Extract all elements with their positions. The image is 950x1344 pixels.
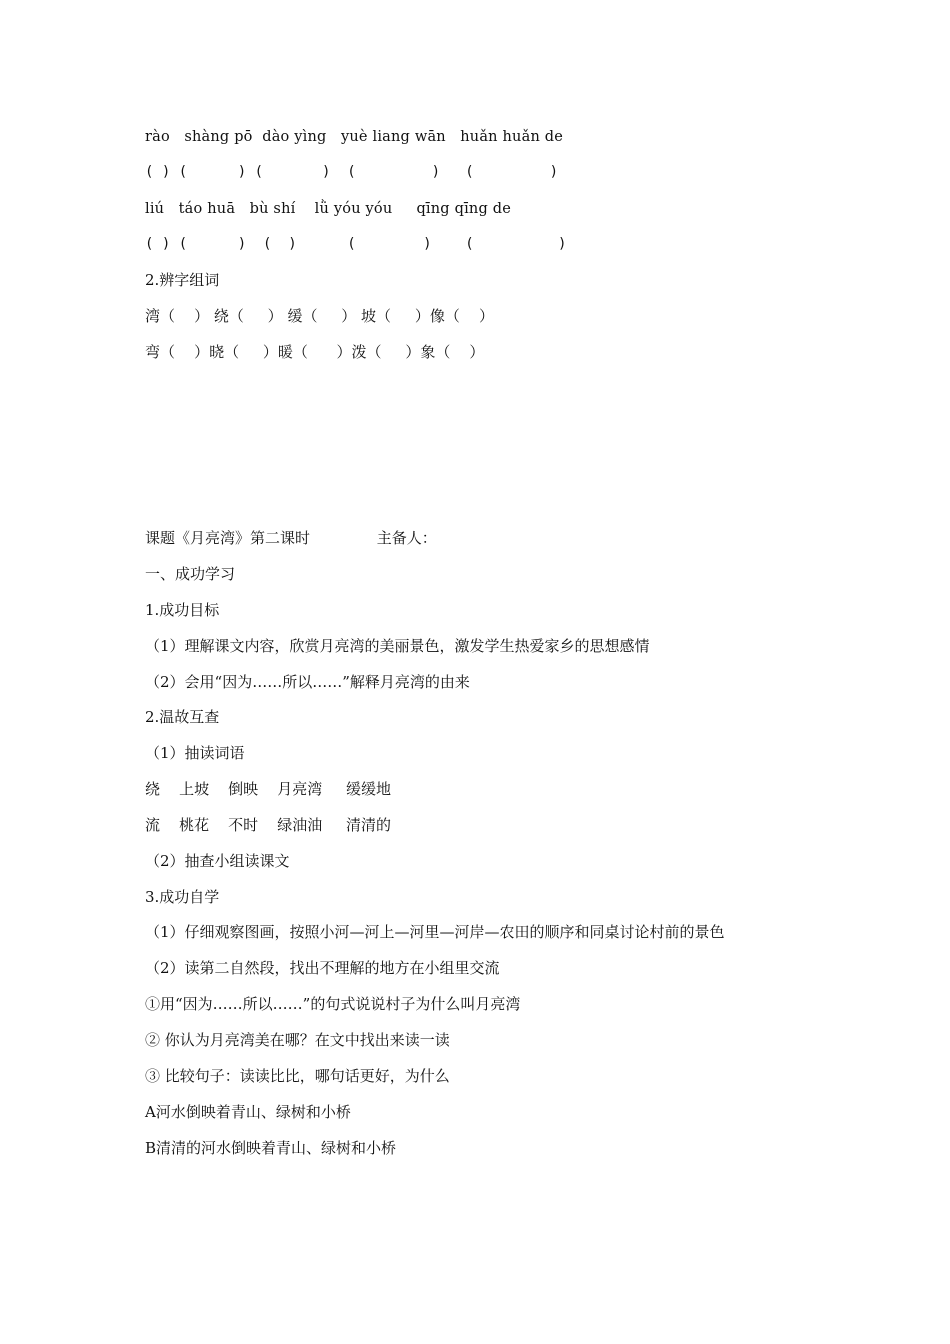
text-line: （1）抽读词语	[145, 744, 245, 762]
sentence-option-b: B清清的河水倒映着青山、绿树和小桥	[145, 1139, 397, 1157]
text-line: 1.成功目标	[145, 601, 220, 619]
text-line: （1）理解课文内容，欣赏月亮湾的美丽景色，激发学生热爱家乡的思想感情	[145, 637, 650, 655]
question-item: ③ 比较句子：读读比比，哪句话更好，为什么	[145, 1067, 450, 1085]
lesson-title: 课题《月亮湾》第二课时 主备人：	[145, 529, 437, 547]
text-line: （2）会用“因为……所以……”解释月亮湾的由来	[145, 673, 470, 691]
answer-blanks-row-2: ( ) ( ) ( ) ( ) ( )	[145, 236, 567, 252]
word-group-row-2: 弯（ ）晓（ ）暖（ ）泼（ ）象（ ）	[145, 343, 485, 361]
vocabulary-row-1: 绕 上坡 倒映 月亮湾 缓缓地	[145, 780, 392, 798]
pinyin-row-1: rào shàng pō dào yìng yuè liang wān huǎn huǎn de	[145, 129, 564, 145]
text-line: （2）抽查小组读课文	[145, 852, 290, 870]
vocabulary-row-2: 流 桃花 不时 绿油油 清清的	[145, 816, 392, 834]
question-item: ② 你认为月亮湾美在哪？在文中找出来读一读	[145, 1031, 450, 1049]
sentence-option-a: A河水倒映着青山、绿树和小桥	[145, 1103, 351, 1121]
text-line: 2.温故互查	[145, 708, 220, 726]
text-line: （1）仔细观察图画，按照小河—河上—河里—河岸—农田的顺序和同桌讨论村前的景色	[145, 923, 725, 941]
word-group-row-1: 湾（ ） 绕（ ） 缓（ ） 坡（ ）像（ ）	[145, 307, 494, 325]
text-line: 3.成功自学	[145, 888, 220, 906]
pinyin-row-2: liú táo huā bù shí lǜ yóu yóu qīng qīng de	[145, 201, 512, 217]
text-line: 一、成功学习	[145, 565, 236, 583]
answer-blanks-row-1: ( ) ( ) ( ) ( ) ( )	[145, 164, 559, 180]
section-heading-distinguish-words: 2.辨字组词	[145, 271, 220, 289]
question-item: ①用“因为……所以……”的句式说说村子为什么叫月亮湾	[145, 995, 521, 1013]
text-line: （2）读第二自然段，找出不理解的地方在小组里交流	[145, 959, 500, 977]
